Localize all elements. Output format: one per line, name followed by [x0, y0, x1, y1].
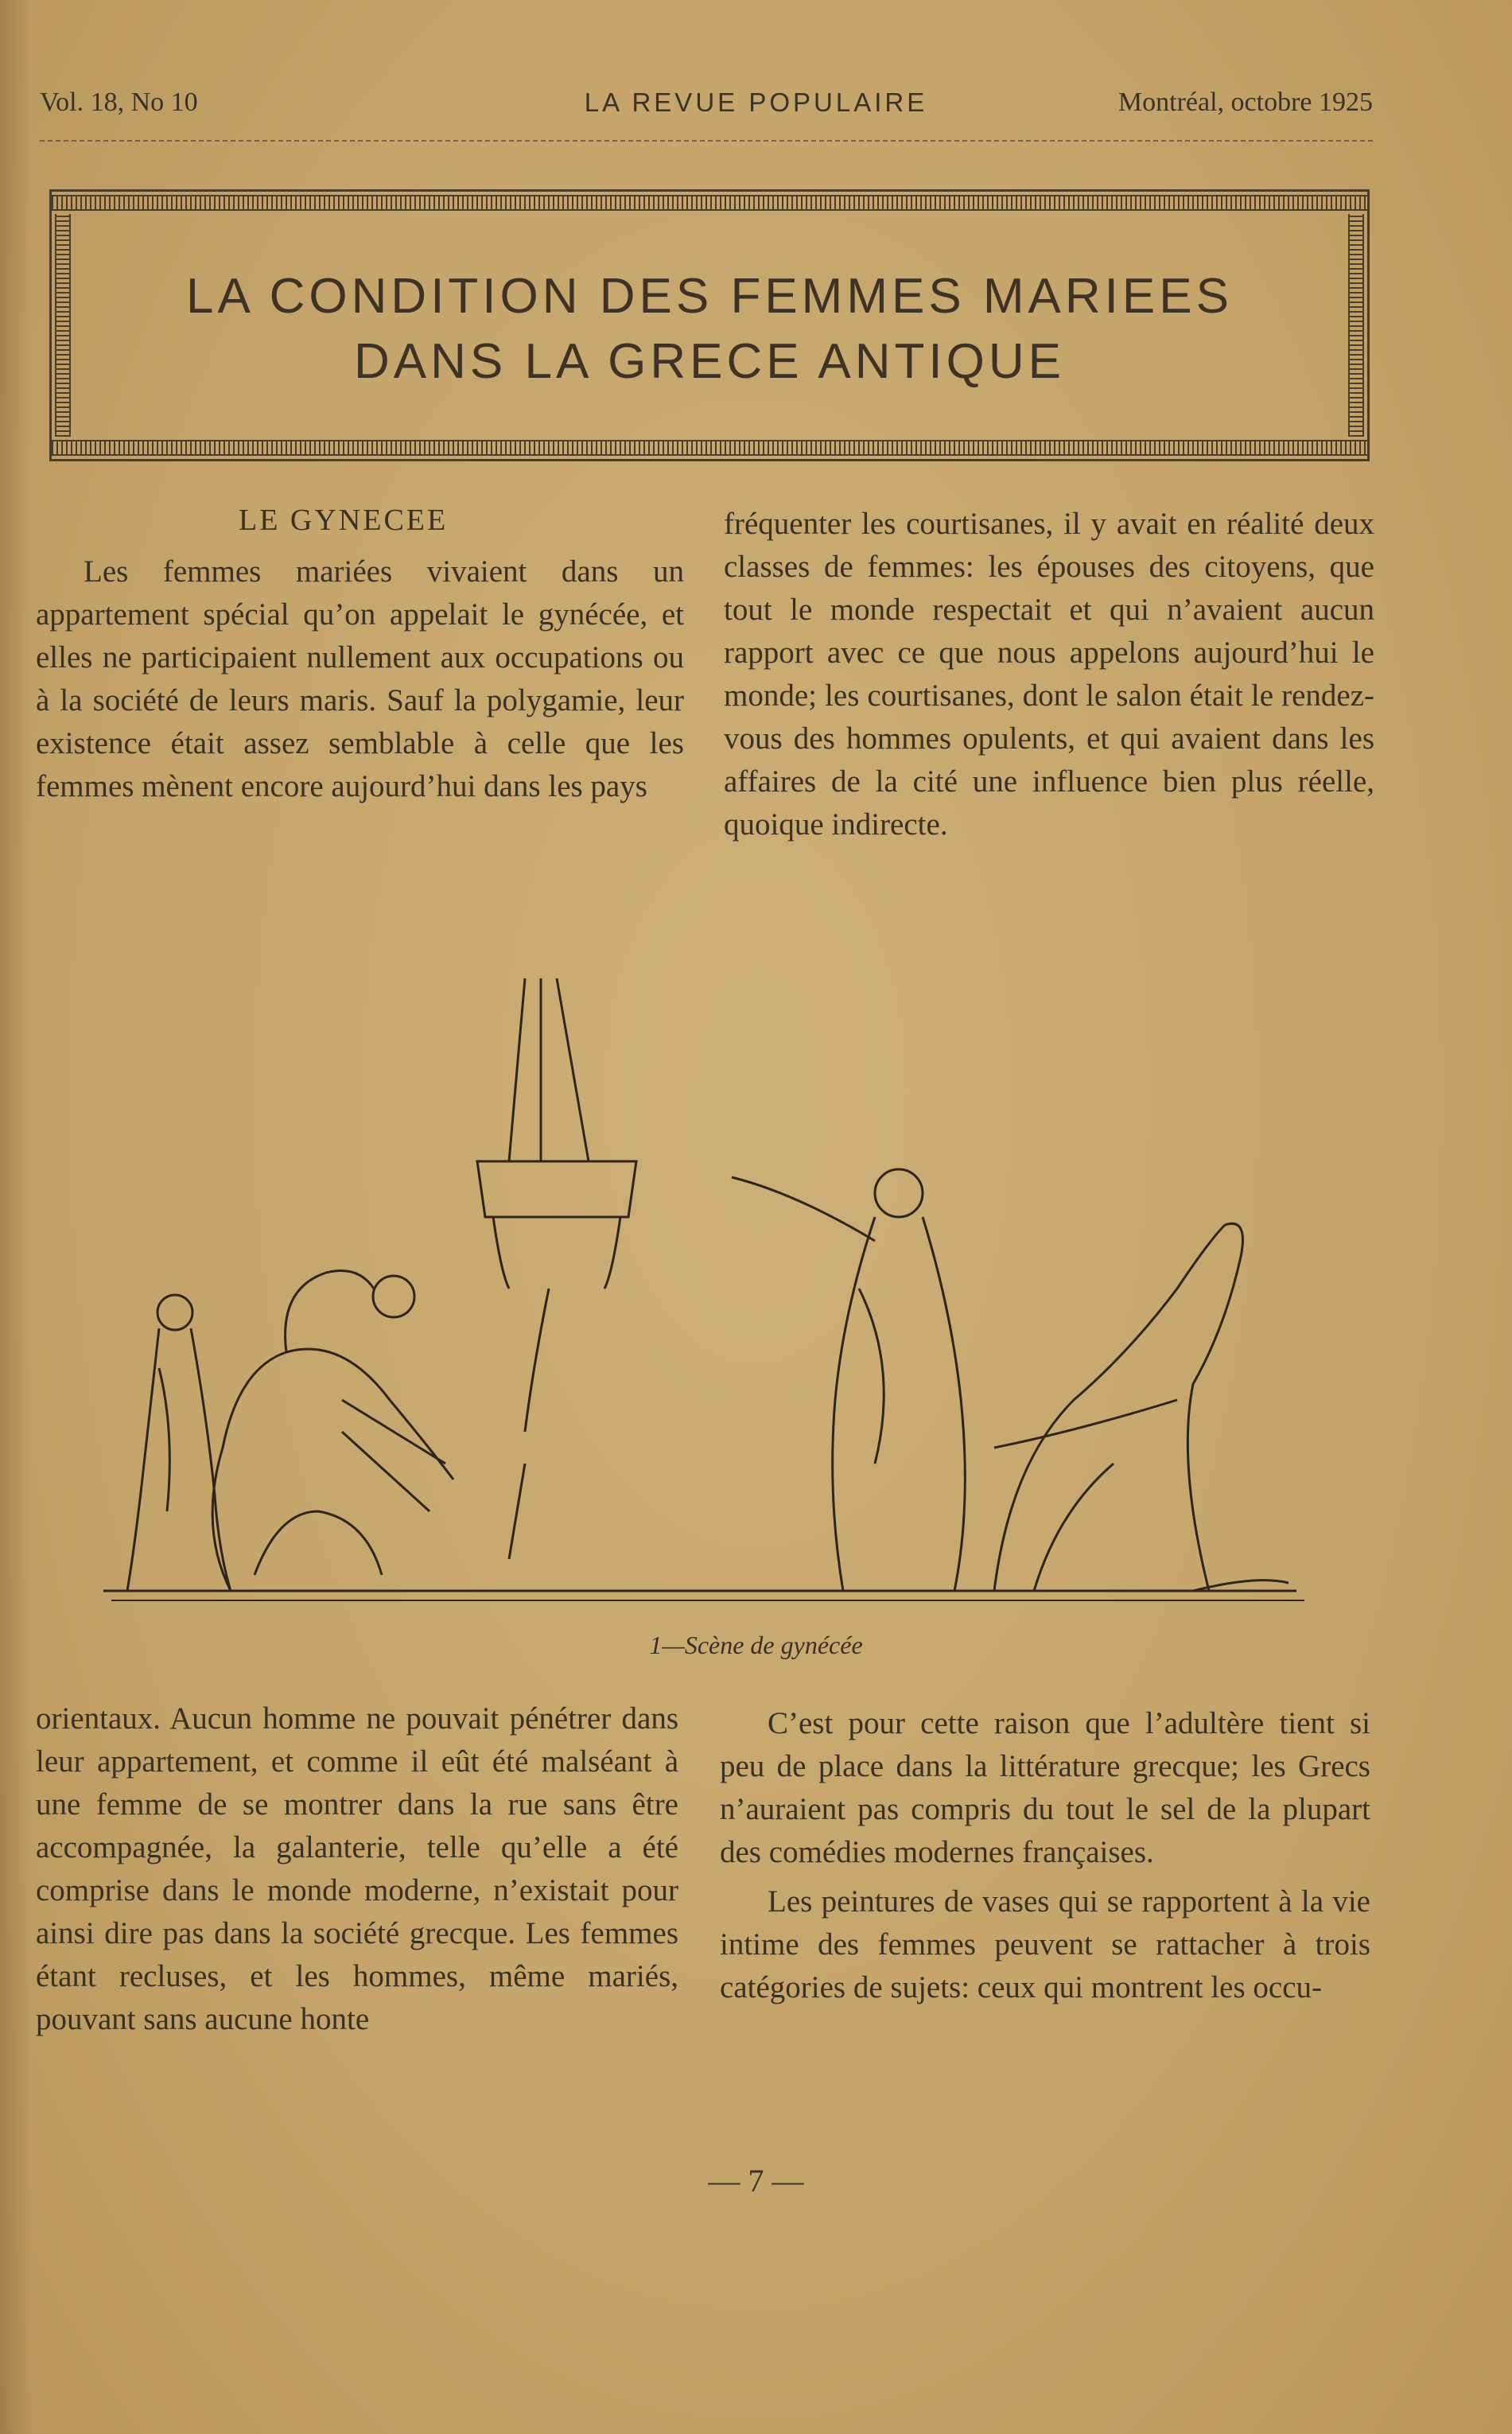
chair-figure — [994, 1223, 1289, 1591]
column-right-top — [724, 503, 1374, 846]
column-left-bottom — [36, 1697, 678, 2041]
figure-caption: 1—Scène de gynécée — [649, 1631, 863, 1659]
column-left-top — [36, 550, 684, 808]
bending-woman-figure — [212, 1271, 453, 1592]
place-date: Montréal, octobre 1925 — [1117, 87, 1373, 117]
gynaeceum-vase-illustration — [80, 955, 1312, 1615]
frame-border-top — [52, 195, 1367, 211]
hanging-basket — [477, 978, 636, 1559]
paragraph: Les femmes mariées vivaient dans un appartement spécial qu’on appelait le gynécée, et elles ne participaient nullement aux occupations ou à la société de leurs maris. Sauf la polygamie, leur existence était assez semblable à celle que les femmes mènent encore aujourd’hui dans les pays — [36, 554, 684, 803]
section-heading: LE GYNECEE — [239, 504, 449, 537]
header-rule — [40, 140, 1373, 142]
volume-number: Vol. 18, No 10 — [40, 87, 198, 117]
title-frame — [49, 189, 1370, 461]
frame-border-left — [55, 214, 71, 437]
page-number: — 7 — — [708, 2163, 804, 2199]
paragraph: C’est pour cette raison que l’adultère tient si peu de place dans la littérature grecque; les Grecs n’auraient pas compris du tout le sel de la plupart des comédies modernes françaises. — [720, 1706, 1370, 1869]
paragraph: Les peintures de vases qui se rapportent à la vie intime des femmes peuvent se rattacher à trois catégories de sujets: ceux qui montrent les occu- — [720, 1884, 1370, 2004]
publication-name: LA REVUE POPULAIRE — [584, 87, 928, 117]
frame-border-right — [1348, 214, 1364, 437]
standing-woman-figure — [732, 1169, 965, 1591]
frame-border-bottom — [52, 440, 1367, 456]
article-title-line-2: DANS LA GRECE ANTIQUE — [354, 334, 1065, 389]
paragraph: fréquenter les courtisanes, il y avait en réalité deux classes de femmes: les épouses des citoyens, que tout le monde respectait et qui n’avaient aucun rapport avec ce que nous appelons aujourd’hui le monde; les courtisanes, dont le salon était le rendez-vous des hommes opulents, et qui avaient dans les affaires de la cité une influence bien plus réelle, quoique indirecte. — [724, 507, 1374, 842]
paragraph: orientaux. Aucun homme ne pouvait pénétrer dans leur appartement, et comme il eût été malséant à une femme de se montrer dans la rue sans être accompagnée, la galanterie, telle qu’elle a été comprise dans le monde moderne, n’existait pour ainsi dire pas dans la société grecque. Les femmes étant recluses, et les hommes, même mariés, pouvant sans aucune honte — [36, 1701, 678, 2036]
article-title-line-1: LA CONDITION DES FEMMES MARIEES — [186, 269, 1233, 324]
page-edge-shadow — [0, 0, 32, 2434]
column-right-bottom — [720, 1702, 1370, 2009]
